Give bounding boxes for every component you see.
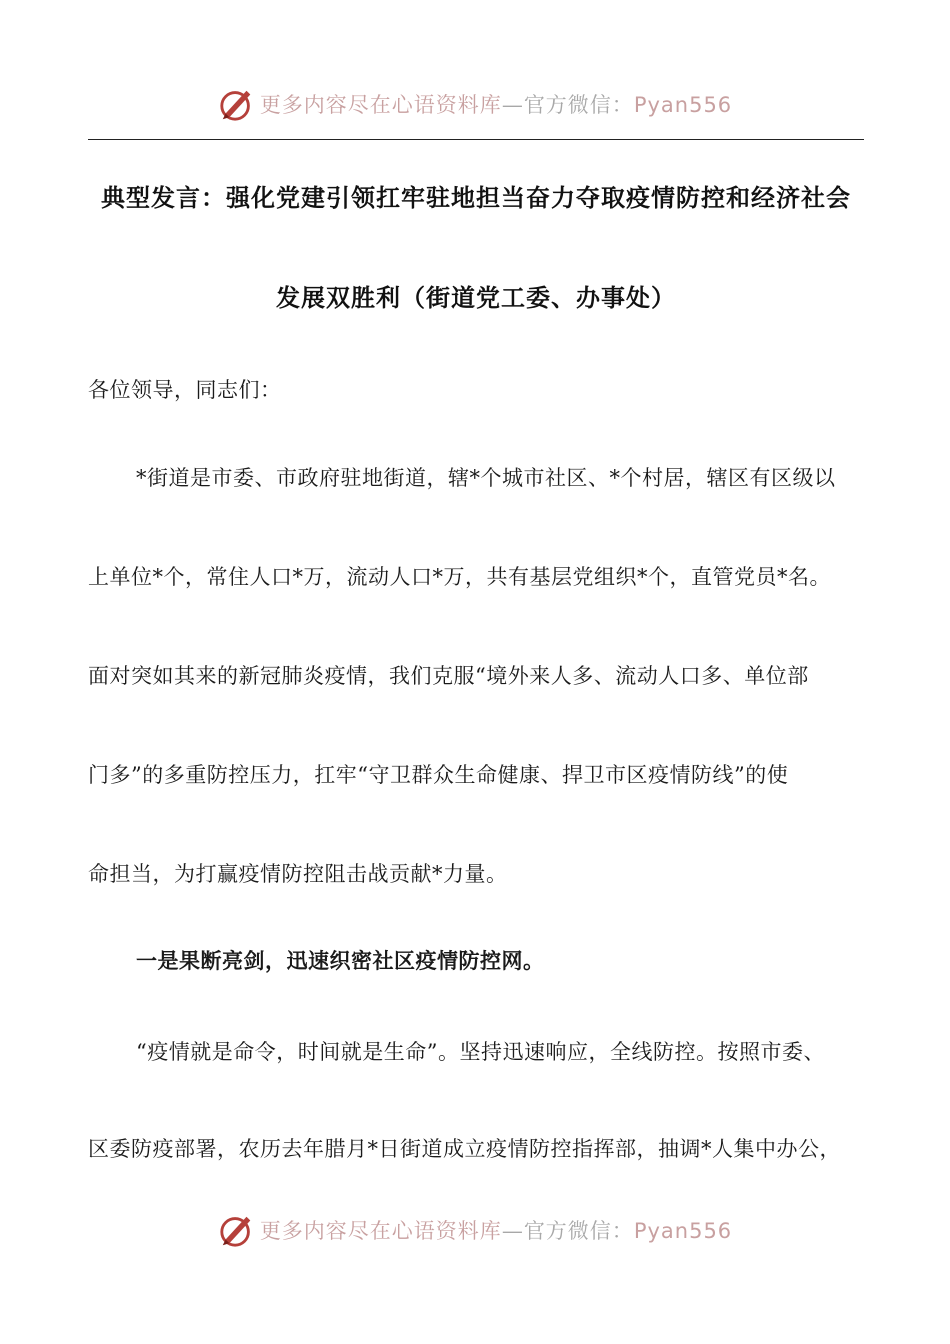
banner-text bbox=[260, 89, 732, 119]
banner-official: 官方微信： bbox=[523, 93, 634, 117]
paragraph-line: *街道是市委、市政府驻地街道，辖*个城市社区、*个村居，辖区有区级以 bbox=[136, 466, 836, 490]
document-title-line-1: 典型发言：强化党建引领扛牢驻地担当奋力夺取疫情防控和经济社会 bbox=[101, 184, 851, 212]
salutation: 各位领导，同志们： bbox=[88, 378, 282, 402]
paragraph-line: 命担当，为打赢疫情防控阻击战贡献*力量。 bbox=[88, 862, 508, 886]
banner-brand: 更多内容尽在心语资料库 bbox=[259, 93, 502, 117]
header-divider bbox=[88, 139, 864, 140]
paragraph-line: 上单位*个，常住人口*万，流动人口*万，共有基层党组织*个，直管党员*名。 bbox=[88, 565, 831, 589]
paragraph-line: 门多”的多重防控压力，扛牢“守卫群众生命健康、捍卫市区疫情防线”的使 bbox=[88, 763, 789, 787]
paragraph-line: “疫情就是命令，时间就是生命”。坚持迅速响应，全线防控。按照市委、 bbox=[136, 1040, 825, 1064]
banner-wechat-id: Pyan556 bbox=[633, 1219, 733, 1243]
banner-separator: — bbox=[501, 93, 524, 117]
banner-official: 官方微信： bbox=[523, 1219, 634, 1243]
banner-brand: 更多内容尽在心语资料库 bbox=[259, 1219, 502, 1243]
header-banner bbox=[0, 74, 950, 134]
document-title-line-2: 发展双胜利（街道党工委、办事处） bbox=[276, 284, 676, 312]
footer-banner bbox=[0, 1200, 950, 1260]
banner-text bbox=[260, 1215, 732, 1245]
paragraph-line: 区委防疫部署，农历去年腊月*日街道成立疫情防控指挥部，抽调*人集中办公， bbox=[88, 1137, 841, 1161]
paragraph-line: 面对突如其来的新冠肺炎疫情，我们克服“境外来人多、流动人口多、单位部 bbox=[88, 664, 809, 688]
pen-logo-icon bbox=[218, 1211, 256, 1249]
banner-separator: — bbox=[501, 1219, 524, 1243]
pen-logo-icon bbox=[218, 85, 256, 123]
banner-wechat-id: Pyan556 bbox=[633, 93, 733, 117]
section-heading: 一是果断亮剑，迅速织密社区疫情防控网。 bbox=[136, 949, 545, 973]
